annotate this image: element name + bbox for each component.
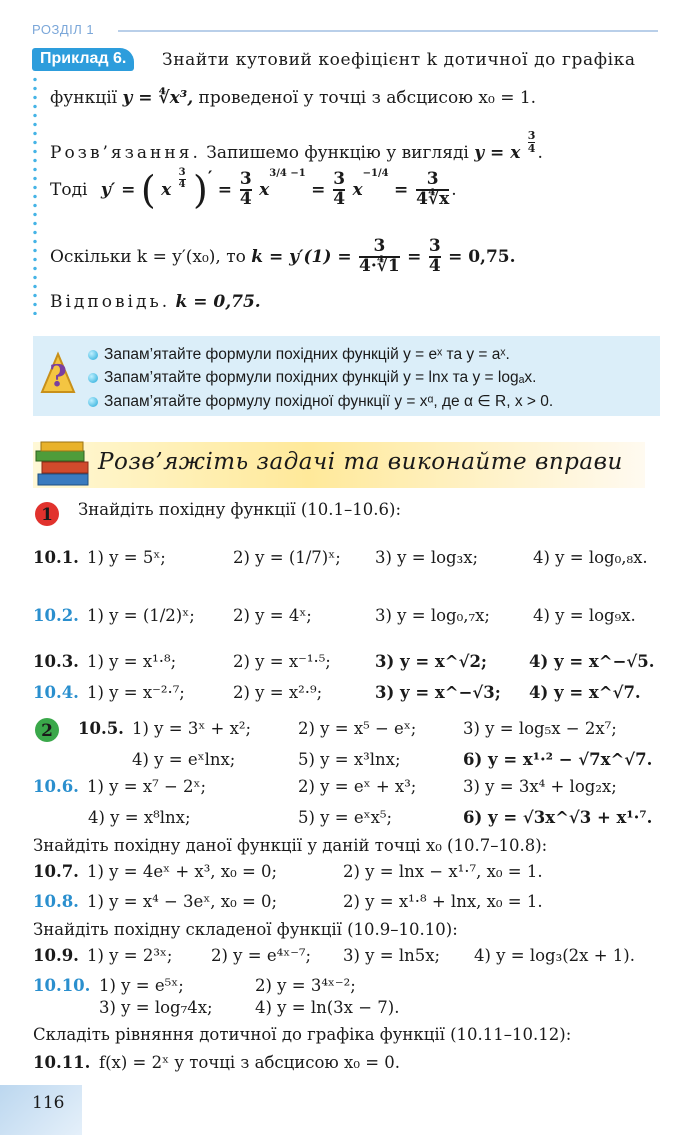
page-number-box <box>0 1085 82 1135</box>
problem-number: 10.4. <box>33 683 79 702</box>
problem-10-4 <box>33 683 641 702</box>
problem-part: 6) y = √3x^√3 + x¹·⁷. <box>463 808 653 827</box>
problem-part: f(x) = 2ˣ у точці з абсцисою x₀ = 0. <box>99 1053 401 1072</box>
exponent-num: 3 <box>527 129 536 142</box>
problem-part: 4) y = x^−√5. <box>529 652 655 671</box>
memo-item <box>88 392 553 411</box>
question-mark-icon <box>38 348 78 396</box>
banner-title: Розв’яжіть задачі та виконайте вправи <box>98 449 623 475</box>
exponent-den: 4 <box>527 141 536 155</box>
problem-10-6-row1 <box>33 777 617 796</box>
bullet-icon <box>88 373 98 383</box>
header-divider <box>118 30 658 32</box>
intro-tangent: Складіть рівняння дотичної до графіка функції (10.11–10.12): <box>33 1025 572 1044</box>
problem-10-2 <box>33 606 636 625</box>
coef2-den: 4 <box>333 189 346 209</box>
left-paren: ( <box>140 168 156 212</box>
bullet-icon <box>88 397 98 407</box>
problem-part: 2) y = (1/7)ˣ; <box>233 548 341 567</box>
problem-10-5-row1 <box>78 719 617 738</box>
problem-part: 1) y = 4eˣ + x³, x₀ = 0; <box>87 862 278 881</box>
coef-frac-1 <box>240 171 252 209</box>
result-frac <box>416 171 449 209</box>
problem-part: 1) y = 5ˣ; <box>87 548 166 567</box>
coef1-num: 3 <box>239 169 252 190</box>
task-line2-end: проведеної у точці з абсцисою x₀ = 1. <box>198 88 537 108</box>
then-label: Тоді <box>50 180 88 200</box>
problem-part: 4) y = log₉x. <box>533 606 636 625</box>
problem-number: 10.2. <box>33 606 79 625</box>
result-den: 4∜x <box>416 189 450 209</box>
k-frac2-den: 4 <box>428 255 441 276</box>
solution-exponent <box>528 130 536 154</box>
solution-formula: y = x <box>474 143 521 164</box>
problem-part: 4) y = eˣlnx; <box>132 750 236 769</box>
books-icon <box>32 440 94 490</box>
intro-composite: Знайдіть похідну складеної функції (10.9–10.10): <box>33 920 458 939</box>
memo-item-text: Запам’ятайте формули похідних функцій y = eˣ та y = aˣ. <box>104 346 510 363</box>
problem-part: 4) y = log₃(2x + 1). <box>474 946 635 965</box>
bullet-icon <box>88 350 98 360</box>
problem-10-10-row2 <box>99 998 400 1017</box>
problem-part: 2) y = 4ˣ; <box>233 606 312 625</box>
problem-part: 1) y = (1/2)ˣ; <box>87 606 195 625</box>
problem-part: 3) y = log₀,₇x; <box>375 606 490 625</box>
memo-item-text: Запам’ятайте формули похідних функцій y = lnx та y = logₐx. <box>104 369 537 386</box>
deriv-x: x <box>161 180 172 200</box>
problem-part: 3) y = x^−√3; <box>375 683 501 702</box>
derivative-lhs: y′ = <box>100 180 136 200</box>
memo-item <box>88 346 510 364</box>
page-number: 116 <box>32 1093 65 1113</box>
since-line: Оскільки k = y′(x₀), то k = y′(1) = $\frac{3}{4\cdot∜1}$ = $\frac{3}{4}$ = 0,75. <box>50 236 516 276</box>
example-badge: Приклад 6. <box>32 48 134 71</box>
problem-part: 5) y = x³lnx; <box>298 750 401 769</box>
problem-part: 3) y = log₃x; <box>375 548 479 567</box>
section-header: РОЗДІЛ 1 <box>32 22 95 37</box>
k-frac1-num: 3 <box>373 236 386 256</box>
problem-part: 1) y = x⁷ − 2ˣ; <box>87 777 207 796</box>
problem-part: 3) y = 3x⁴ + log₂x; <box>463 777 617 796</box>
problem-number: 10.9. <box>33 946 79 965</box>
coef1-den: 4 <box>239 189 252 209</box>
memo-item-text: Запам’ятайте формулу похідної функції y = xᵅ, де α ∈ R, x > 0. <box>104 393 554 410</box>
level1-intro: Знайдіть похідну функції (10.1–10.6): <box>78 500 402 519</box>
problem-part: 1) y = 3ˣ + x²; <box>132 719 252 738</box>
derivative-line: Тоді y′ = ( x $\frac{3}{4}$ )′ = $\frac{3}{4}$ $x^{3/4 -1}$ = $\frac{3}{4}$ $x^{-1/4}$ = $\frac{3}{4∜x}$ . <box>50 167 457 212</box>
problem-part: 3) y = log₇4x; <box>99 998 213 1017</box>
problem-part: 2) y = x⁵ − eˣ; <box>298 719 417 738</box>
k-formula: k = y′(1) = <box>251 246 352 267</box>
deriv-exp-den: 4 <box>178 178 186 190</box>
problem-10-5-row2 <box>132 750 653 769</box>
answer-line <box>50 292 261 312</box>
k-frac1-den: 4·∜1 <box>359 255 400 276</box>
exp2: −1/4 <box>362 168 389 179</box>
problem-part: 4) y = x⁸lnx; <box>88 808 191 827</box>
problem-10-8 <box>33 892 543 911</box>
problem-part: 1) y = x⁴ − 3eˣ, x₀ = 0; <box>87 892 278 911</box>
problem-10-6-row2 <box>88 808 653 827</box>
since-text: Оскільки k = y′(x₀), то <box>50 246 246 267</box>
solution-label: Розв’язання. <box>50 143 201 164</box>
problem-part: 5) y = eˣx⁵; <box>298 808 393 827</box>
svg-text:2: 2 <box>41 721 53 741</box>
problem-part: 1) y = e⁵ˣ; <box>99 976 184 995</box>
problem-number: 10.8. <box>33 892 79 911</box>
answer-value: k = 0,75. <box>175 292 261 312</box>
deriv-exp-num: 3 <box>178 167 186 178</box>
right-paren: ) <box>192 168 208 212</box>
problem-part: 2) y = eˣ + x³; <box>298 777 417 796</box>
problem-part: 2) y = lnx − x¹·⁷, x₀ = 1. <box>343 862 543 881</box>
problem-part: 4) y = log₀,₈x. <box>533 548 648 567</box>
task-line2-start: функції <box>50 88 118 108</box>
problem-part: 2) y = e⁴ˣ⁻⁷; <box>211 946 312 965</box>
problem-number: 10.7. <box>33 862 79 881</box>
coef-frac-2 <box>333 171 345 209</box>
problem-10-7 <box>33 862 543 881</box>
coef2-num: 3 <box>333 169 346 190</box>
example-dotted-border <box>33 75 37 315</box>
problem-part: 6) y = x¹·² − √7x^√7. <box>463 750 653 769</box>
k-frac-2 <box>429 238 441 276</box>
problem-10-11 <box>33 1053 401 1072</box>
problem-part: 3) y = log₅x − 2x⁷; <box>463 719 617 738</box>
problem-part: 2) y = x²·⁹; <box>233 683 323 702</box>
answer-label: Відповідь. <box>50 292 171 312</box>
problem-number: 10.10. <box>33 976 91 995</box>
problem-part: 2) y = x⁻¹·⁵; <box>233 652 331 671</box>
svg-text:?: ? <box>49 359 67 394</box>
problem-part: 2) y = x¹·⁸ + lnx, x₀ = 1. <box>343 892 543 911</box>
result-num: 3 <box>426 169 439 190</box>
problem-10-9 <box>33 946 635 965</box>
problem-10-3 <box>33 652 655 671</box>
problem-number: 10.1. <box>33 548 79 567</box>
problem-part: 3) y = ln5x; <box>343 946 441 965</box>
memo-box <box>33 336 660 416</box>
level-1-icon <box>33 500 61 528</box>
solution-line: Розв’язання. Запишемо функцію у вигляді y = x $\frac{3}{4}$ . <box>50 129 543 164</box>
problem-part: 1) y = x¹·⁸; <box>87 652 177 671</box>
exp1: 3/4 −1 <box>269 168 306 179</box>
problem-number: 10.5. <box>78 719 124 738</box>
problem-part: 4) y = ln(3x − 7). <box>255 998 400 1017</box>
level-2-icon <box>33 716 61 744</box>
problem-part: 4) y = x^√7. <box>529 683 641 702</box>
deriv-exponent <box>179 168 186 190</box>
solution-text: Запишемо функцію у вигляді <box>206 143 469 164</box>
intro-point: Знайдіть похідну даної функції у даній точці x₀ (10.7–10.8): <box>33 836 548 855</box>
k-value: = 0,75. <box>448 246 516 267</box>
problem-10-10-row1 <box>33 976 356 995</box>
problem-10-1 <box>33 548 648 567</box>
problem-part: 1) y = 2³ˣ; <box>87 946 173 965</box>
problem-part: 2) y = 3⁴ˣ⁻²; <box>255 976 356 995</box>
problem-part: 3) y = x^√2; <box>375 652 488 671</box>
svg-text:1: 1 <box>41 505 53 525</box>
example-task-line2 <box>50 88 536 108</box>
k-frac-1 <box>359 238 400 276</box>
problem-number: 10.11. <box>33 1053 91 1072</box>
problem-part: 1) y = x⁻²·⁷; <box>87 683 185 702</box>
k-frac2-num: 3 <box>428 236 441 256</box>
problem-number: 10.6. <box>33 777 79 796</box>
task-line2-formula: y = ∜x³, <box>122 88 194 108</box>
example-task-line1: Знайти кутовий коефіцієнт k дотичної до графіка <box>162 50 636 70</box>
problem-number: 10.3. <box>33 652 79 671</box>
memo-item <box>88 369 536 387</box>
